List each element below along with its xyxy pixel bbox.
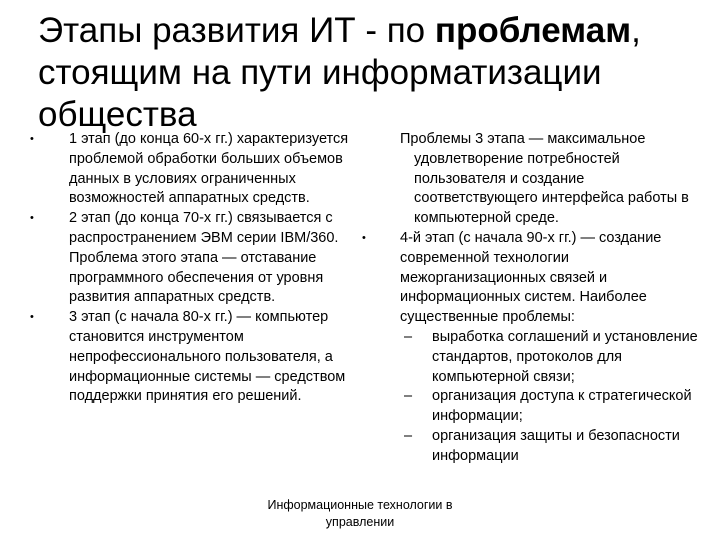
list-item-stage-2	[30, 209, 375, 308]
bullet-icon: •	[362, 231, 366, 244]
sub-item-access	[404, 387, 700, 427]
sub-item-standards	[404, 328, 700, 387]
sub-item-text: организация доступа к стратегической информации;	[432, 388, 692, 425]
dash-icon: –	[404, 328, 413, 345]
sub-item-security	[404, 427, 700, 467]
sub-item-text: выработка соглашений и установление стандартов, протоколов для компьютерной связи;	[432, 328, 698, 385]
stage-4-text: 4-й этап (с начала 90-х гг.) — создание современной технологии межорганизационных связей и информационных систем. Наиболее существенные проблемы:	[400, 229, 662, 326]
title-bold: проблемам	[434, 11, 632, 50]
list-item-stage-4	[362, 229, 700, 328]
slide-title	[38, 10, 708, 136]
bullet-icon: •	[30, 133, 34, 145]
slide-footer: Информационные технологии в управлении	[267, 498, 453, 529]
stage-2-text: 2 этап (до конца 70-х гг.) связывается с распространением ЭВМ серии IBM/360. Проблема этого этапа — отставание программного обеспечения от уровня развития аппаратных средств.	[69, 210, 339, 306]
dash-icon: –	[404, 427, 413, 444]
right-column	[362, 130, 700, 467]
stage-3-problems-text: Проблемы 3 этапа — максимальное удовлетворение потребностей пользователя и создание соответствующего интерфейса работы в компьютерной среде.	[400, 131, 689, 227]
bullet-icon: •	[30, 212, 34, 225]
title-part1: Этапы развития ИТ - по	[38, 11, 435, 50]
dash-icon: –	[404, 388, 413, 405]
sub-item-text: организация защиты и безопасности информации	[432, 427, 680, 464]
left-column	[30, 130, 375, 407]
title-part2: , стоящим на пути информатизации общества	[38, 11, 641, 134]
list-item-stage-3	[30, 308, 375, 407]
bullet-icon: •	[30, 311, 34, 324]
stage-3-text: 3 этап (с начала 80-х гг.) — компьютер становится инструментом непрофессионального пользователя, а информационные системы — средством поддержки принятия его решений.	[69, 309, 346, 405]
stage-1-text: 1 этап (до конца 60-х гг.) характеризуется проблемой обработки больших объемов данных в условиях ограниченных возможностей аппаратных средств.	[69, 131, 349, 207]
list-item-stage-1	[30, 130, 375, 209]
stage-3-problems	[362, 130, 700, 229]
